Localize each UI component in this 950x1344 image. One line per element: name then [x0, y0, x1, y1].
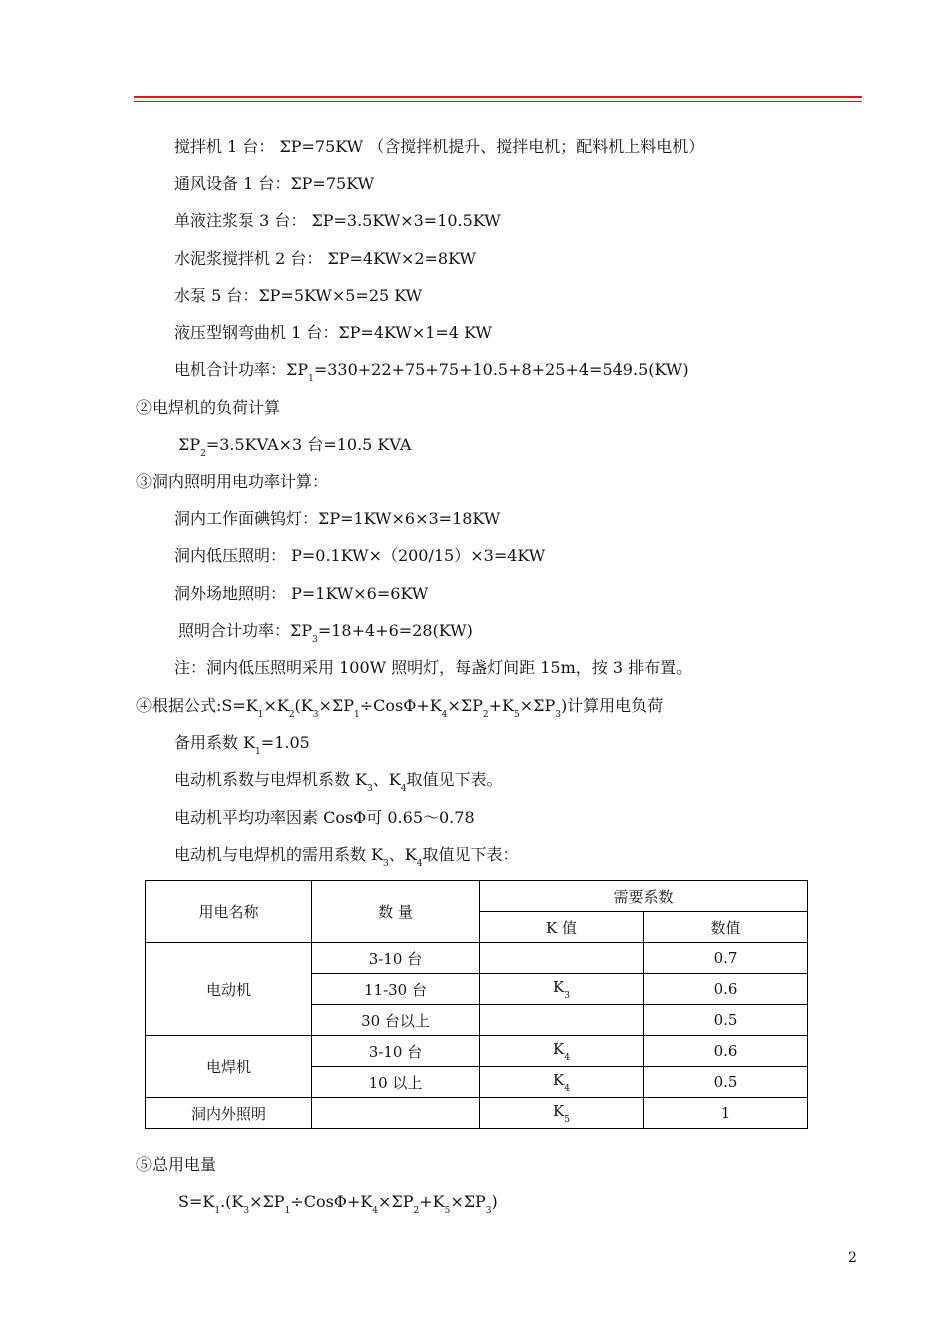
- text-line: $\Sigma P_2=3.5KVA\times 3$ 台=10.5 KVA: [178, 435, 412, 459]
- table-cell: 电焊机: [146, 1036, 312, 1098]
- formula-line: $S=K_1.(K_3\times\Sigma P_1\div Cos\Phi+K_4\times\Sigma P_2+K_5\times\Sigma P_3)$: [178, 1192, 498, 1216]
- coefficient-table: [145, 880, 808, 1129]
- section-heading: ④根据公式$:S=K_1\times K_2(K_3\times\Sigma P_1\div Cos\Phi+K_4\times\Sigma P_2+K_5\times\Sigma P_3)$计算用电负荷: [136, 696, 664, 720]
- text-line: 洞外场地照明： P=1KW×6=6KW: [174, 584, 429, 603]
- table-cell: [480, 943, 644, 974]
- text-line: 电动机平均功率因素 CosΦ可 0.65～0.78: [174, 808, 475, 827]
- section-heading: ③洞内照明用电功率计算：: [136, 472, 329, 491]
- section-heading: ②电焊机的负荷计算: [136, 398, 281, 417]
- table-row: [146, 1098, 808, 1129]
- table-cell: 3-10 台: [312, 943, 480, 974]
- table-cell: 电动机: [146, 943, 312, 1036]
- table-header: 需要系数: [480, 881, 808, 912]
- text-line: 电动机与电焊机的需用系数 $K_3$、$K_4$取值见下表：: [174, 845, 519, 869]
- table-cell: $K_4$: [480, 1067, 644, 1098]
- table-cell: 30 台以上: [312, 1005, 480, 1036]
- text-line: 液压型钢弯曲机 1 台：ΣP=4KW×1=4 KW: [174, 323, 492, 342]
- text-line: 水泥浆搅拌机 2 台： ΣP=4KW×2=8KW: [174, 249, 476, 268]
- text-line: 单液注浆泵 3 台： ΣP=3.5KW×3=10.5KW: [174, 211, 501, 230]
- text-line: 照明合计功率：$\Sigma P_3=18+4+6=28(KW)$: [178, 621, 473, 645]
- table-cell: 0.6: [644, 974, 808, 1005]
- text-line: 备用系数 $K_1=1.05$: [174, 733, 310, 757]
- table-cell: [312, 1098, 480, 1129]
- table-row: [146, 1036, 808, 1067]
- table-header: 用电名称: [146, 881, 312, 943]
- text-line: 水泵 5 台：ΣP=5KW×5=25 KW: [174, 286, 423, 305]
- text-line: 洞内工作面碘钨灯：ΣP=1KW×6×3=18KW: [174, 509, 501, 528]
- section-heading: ⑤总用电量: [136, 1155, 217, 1174]
- text-line: 搅拌机 1 台： ΣP=75KW （含搅拌机提升、搅拌电机；配料机上料电机）: [174, 137, 705, 156]
- table-cell: [480, 1005, 644, 1036]
- table-cell: 3-10 台: [312, 1036, 480, 1067]
- table-header: K 值: [480, 912, 644, 943]
- header-rule: [134, 96, 862, 98]
- table-cell: 1: [644, 1098, 808, 1129]
- table-cell: 11-30 台: [312, 974, 480, 1005]
- table-cell: 0.5: [644, 1005, 808, 1036]
- header-rule-thin: [134, 101, 862, 102]
- table-cell: 洞内外照明: [146, 1098, 312, 1129]
- table-cell: 10 以上: [312, 1067, 480, 1098]
- text-line: 通风设备 1 台：ΣP=75KW: [174, 174, 375, 193]
- text-line: 电动机系数与电焊机系数 $K_3$、$K_4$取值见下表。: [174, 770, 503, 794]
- table-header: 数 量: [312, 881, 480, 943]
- table-cell: $K_4$: [480, 1036, 644, 1067]
- note-line: 注：洞内低压照明采用 100W 照明灯，每盏灯间距 15m，按 3 排布置。: [174, 658, 693, 677]
- page-number: 2: [848, 1250, 857, 1266]
- table-cell: 0.7: [644, 943, 808, 974]
- table-cell: $K_5$: [480, 1098, 644, 1129]
- table-header: 数值: [644, 912, 808, 943]
- text-line: 电机合计功率：$\Sigma P_1=330+22+75+75+10.5+8+25+4=549.5(KW)$: [174, 360, 689, 384]
- table-cell: $K_3$: [480, 974, 644, 1005]
- text-line: 洞内低压照明： P=0.1KW×（200/15）×3=4KW: [174, 546, 546, 565]
- table-cell: 0.5: [644, 1067, 808, 1098]
- table-cell: 0.6: [644, 1036, 808, 1067]
- table-row: [146, 943, 808, 974]
